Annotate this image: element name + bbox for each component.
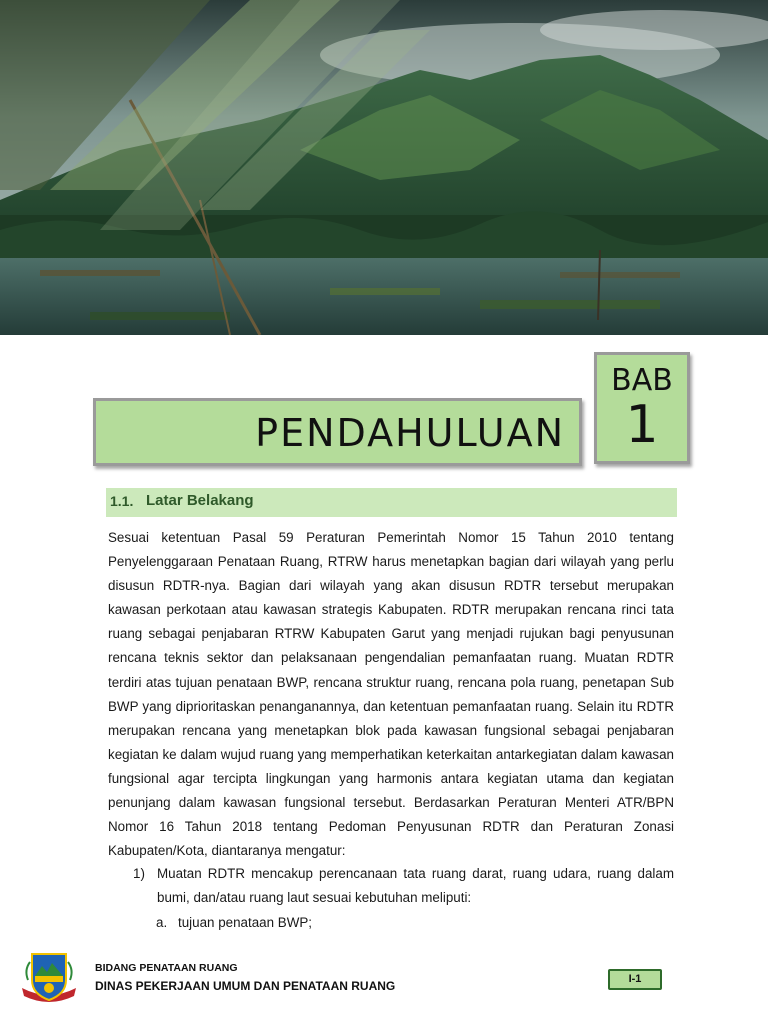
chapter-title: PENDAHULUAN	[255, 411, 565, 455]
chapter-badge	[594, 352, 690, 464]
list-marker: 1)	[133, 866, 145, 881]
footer-department: BIDANG PENATAAN RUANG	[95, 962, 238, 974]
garut-regency-logo-icon	[18, 950, 80, 1008]
sub-list-item	[156, 911, 656, 935]
footer-agency: DINAS PEKERJAAN UMUM DAN PENATAAN RUANG	[95, 979, 396, 993]
page-number-badge: I-1	[608, 969, 662, 990]
list-text: Muatan RDTR mencakup perencanaan tata ruang darat, ruang udara, ruang dalam bumi, dan/atau ruang laut sesuai kebutuhan meliputi:	[157, 866, 674, 906]
body-paragraph: Sesuai ketentuan Pasal 59 Peraturan Pemerintah Nomor 15 Tahun 2010 tentang Penyelenggaraan Penataan Ruang, RTRW harus menetapkan bagian dari wilayah yang perlu disusun RDTR-nya. Bagian dari wilayah yang akan disusun RDTR tersebut merupakan kawasan perkotaan atau kawasan strategis Kabupaten. RDTR merupakan rencana rinci tata ruang sebagai penjabaran RTRW Kabupaten Garut yang menjadi rujukan bagi penyusunan rencana teknis sektor dan pelaksanaan pengendalian pemanfaatan ruang. Muatan RDTR terdiri atas tujuan penataan BWP, rencana struktur ruang, rencana pola ruang, penetapan Sub BWP yang diprioritaskan penanganannya, dan ketentuan pemanfaatan ruang. Selain itu RDTR merupakan rencana yang menetapkan blok pada kawasan fungsional sebagai penjabaran kegiatan ke dalam wujud ruang yang memperhatikan keterkaitan antarkegiatan dalam kawasan fungsional agar tercipta lingkungan yang harmonis antara kegiatan utama dan kegiatan penunjang dalam kawasan fungsional tersebut. Berdasarkan Peraturan Menteri ATR/BPN Nomor 16 Tahun 2018 tentang Pedoman Penyusunan RDTR dan Peraturan Zonasi Kabupaten/Kota, diantaranya mengatur:	[108, 530, 674, 859]
chapter-label: BAB	[611, 363, 673, 398]
list-item	[133, 862, 674, 910]
section-title: Latar Belakang	[146, 492, 254, 509]
chapter-title-banner	[93, 398, 582, 466]
section-number: 1.1.	[110, 493, 134, 509]
sub-list-marker: a.	[156, 915, 168, 930]
chapter-number: 1	[625, 395, 659, 455]
sub-list-text: tujuan penataan BWP;	[178, 915, 312, 930]
hero-landscape-photo	[0, 0, 768, 335]
section-heading	[106, 488, 677, 517]
